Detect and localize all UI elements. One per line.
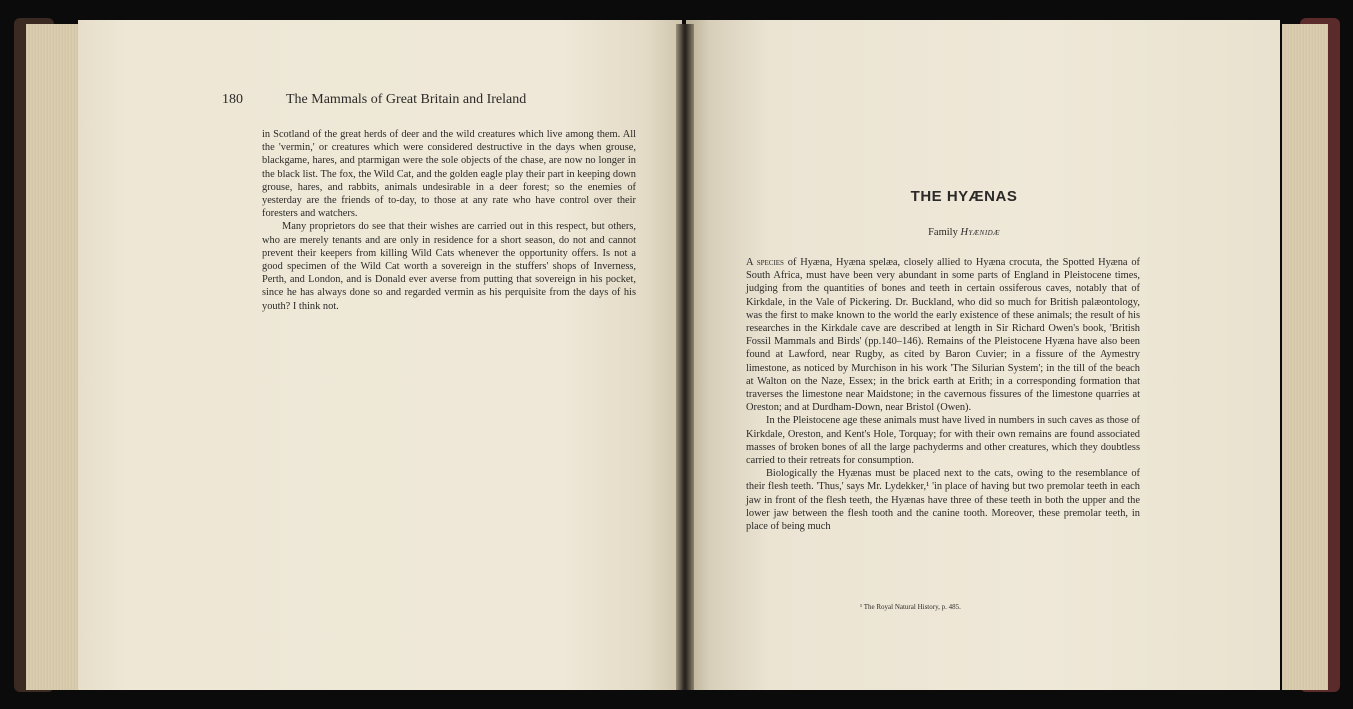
- paragraph: in Scotland of the great herds of deer and the wild creatures which live among them. All the 'vermin,' or creatures which were considered destructive in the days when grouse, blackgame, hares, and ptarmigan were the sole objects of the chase, are now no longer in the black list. The fox, the Wild Cat, and the golden eagle play their part in keeping down grouse, hares, and rabbits, animals undesirable in a deer forest; so the enemies of yesterday are the friends of to-day, to those at any rate who have control over their foresters and watchers.: [262, 129, 636, 220]
- family-line: [814, 227, 1114, 238]
- running-head: [222, 92, 642, 108]
- page-edges-right: [1282, 24, 1328, 690]
- right-page-body: [746, 256, 1140, 533]
- paragraph: Biologically the Hyænas must be placed next to the cats, owing to the resemblance of their flesh teeth. 'Thus,' says Mr. Lydekker,¹ 'in place of having but two premolar teeth in each jaw in front of the flesh teeth, the Hyænas have three of these teeth in both the upper and the lower jaw between the flesh tooth and the canine tooth. Moreover, these premolar teeth, in place of being much: [746, 468, 1140, 533]
- book-gutter: [676, 24, 694, 690]
- footnote: ¹ The Royal Natural History, p. 485.: [860, 603, 961, 611]
- open-book: [14, 10, 1340, 700]
- family-label: Family: [928, 227, 958, 238]
- paragraph: [746, 256, 1140, 414]
- left-page-body: [262, 128, 636, 313]
- page-number: 180: [222, 92, 243, 107]
- left-page: [78, 20, 682, 690]
- paragraph: In the Pleistocene age these animals must have lived in numbers in such caves as those of Kirkdale, Oreston, and Kent's Hole, Torquay; for with their own remains are found associated masses of broken bones of all the large pachyderms and other creatures, which they doubtless carried to their retreats for consumption.: [746, 415, 1140, 467]
- family-name: Hyænidæ: [960, 227, 1000, 238]
- paragraph-lead: A species: [746, 257, 784, 268]
- paragraph-text: of Hyæna, Hyæna spelæa, closely allied to Hyæna crocuta, the Spotted Hyæna of South Africa, must have been very abundant in some parts of England in Pleistocene times, judging from the quantities of bones and teeth in certain ossiferous caves, notably that of Kirkdale, in the Vale of Pickering. Dr. Buckland, who did so much for British palæontology, was the first to make known to the world the early existence of these animals; the result of his researches in the Kirkdale cave are described at length in Sir Richard Owen's book, 'British Fossil Mammals and Birds' (pp.140–146). Remains of the Pleistocene Hyæna have also been found at Lawford, near Rugby, as cited by Baron Cuvier; in a fissure of the Aymestry limestone, as noticed by Murchison in his work 'The Silurian System'; in the till of the beach at Walton on the Naze, Essex; in the brick earth at Erith; in a corresponding formation that traverses the limestone near Maidstone; in the cavernous fissures of the limestone quarries at Oreston; and at Durdham-Down, near Bristol (Owen).: [746, 257, 1140, 414]
- page-edges-left: [26, 24, 82, 690]
- chapter-title: THE HYÆNAS: [910, 188, 1018, 205]
- running-head-title: The Mammals of Great Britain and Ireland: [286, 92, 527, 107]
- paragraph: Many proprietors do see that their wishes are carried out in this respect, but others, who are merely tenants and are only in residence for a short season, do not and cannot prevent their keepers from killing Wild Cats whenever the opportunity offers. Is not a good specimen of the Wild Cat worth a sovereign in the stuffers' shops of Inverness, Perth, and London, and is Donald ever averse from putting that sovereign in his pocket, since he has always done so and regarded vermin as his perquisite from the days of his youth? I think not.: [262, 221, 636, 312]
